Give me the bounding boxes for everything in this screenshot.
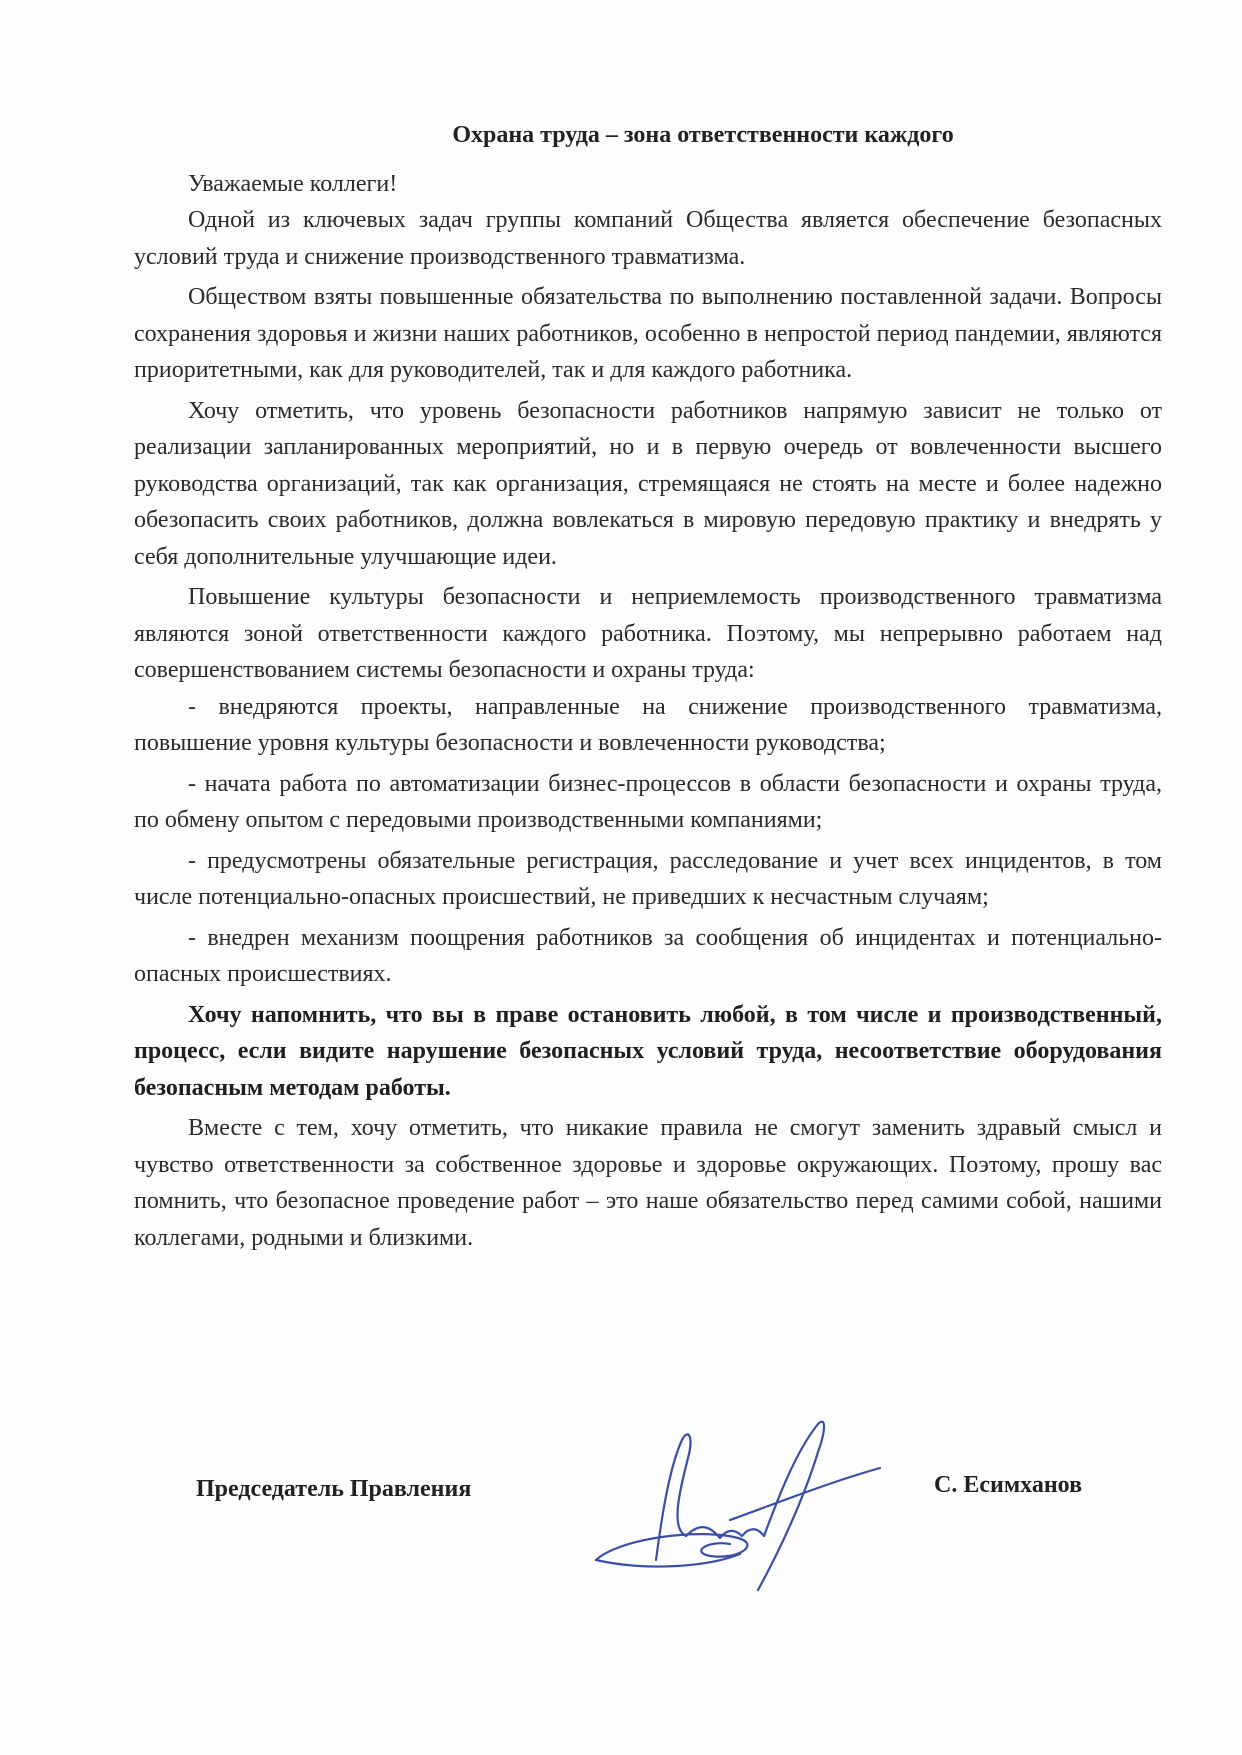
document-title: Охрана труда – зона ответственности каждого [452, 122, 954, 148]
signature-block [0, 1410, 1242, 1610]
greeting: Уважаемые коллеги! [188, 171, 398, 197]
signatory-position: Председатель Правления [196, 1476, 472, 1502]
signature-stroke-loop [596, 1534, 747, 1560]
paragraph-2: Обществом взяты повышенные обязательства по выполнению поставленной задачи. Вопросы сохранения здоровья и жизни наших работников, особенно в непростой период пандемии, являются приоритетными, как для руководителей, так и для каждого работника. [134, 284, 1162, 383]
signature-stroke-first-letter [656, 1434, 690, 1560]
list-item-projects: - внедряются проекты, направленные на снижение производственного травматизма, повышение уровня культуры безопасности и вовлеченности руководства; [134, 693, 1162, 756]
bold-paragraph: Хочу напомнить, что вы в праве остановить любой, в том числе и производственный, процесс, если видите нарушение безопасных условий труда, несоответствие оборудования безопасным методам работы. [134, 1001, 1162, 1101]
closing-paragraph: Вместе с тем, хочу отметить, что никакие правила не смогут заменить здравый смысл и чувство ответственности за собственное здоровье и здоровье окружающих. Поэтому, прошу вас помнить, что безопасное проведение работ – это наше обязательство перед самими собой, нашими коллегами, родными и близкими. [134, 1115, 1162, 1251]
list-item-incentives: - внедрен механизм поощрения работников за сообщения об инцидентах и потенциально-опасных происшествиях. [134, 924, 1162, 987]
list-item-automation: - начата работа по автоматизации бизнес-процессов в области безопасности и охраны труда, по обмену опытом с передовыми производственными компаниями; [134, 770, 1162, 833]
paragraph-1: Одной из ключевых задач группы компаний Общества является обеспечение безопасных условий труда и снижение производственного травматизма. [134, 207, 1162, 270]
paragraph-3: Хочу отметить, что уровень безопасности работников напрямую зависит не только от реализации запланированных мероприятий, но и в первую очередь от вовлеченности высшего руководства организаций, так как организация, стремящаяся не стоять на месте и более надежно обезопасить своих работников, должна вовлекаться в мировую передовую практику и внедрять у себя дополнительные улучшающие идеи. [134, 397, 1162, 570]
document-body [134, 118, 1162, 1260]
handwritten-signature [590, 1410, 910, 1600]
signature-stroke-sweep [730, 1468, 880, 1520]
list-item-registration: - предусмотрены обязательные регистрация, расследование и учет всех инцидентов, в том числе потенциально-опасных происшествий, не приведших к несчастным случаям; [134, 847, 1162, 910]
signatory-name: С. Есимханов [934, 1472, 1083, 1498]
paragraph-4: Повышение культуры безопасности и неприемлемость производственного травматизма являются зоной ответственности каждого работника. Поэтому, мы непрерывно работаем над совершенствованием системы безопасности и охраны труда: [134, 584, 1162, 683]
